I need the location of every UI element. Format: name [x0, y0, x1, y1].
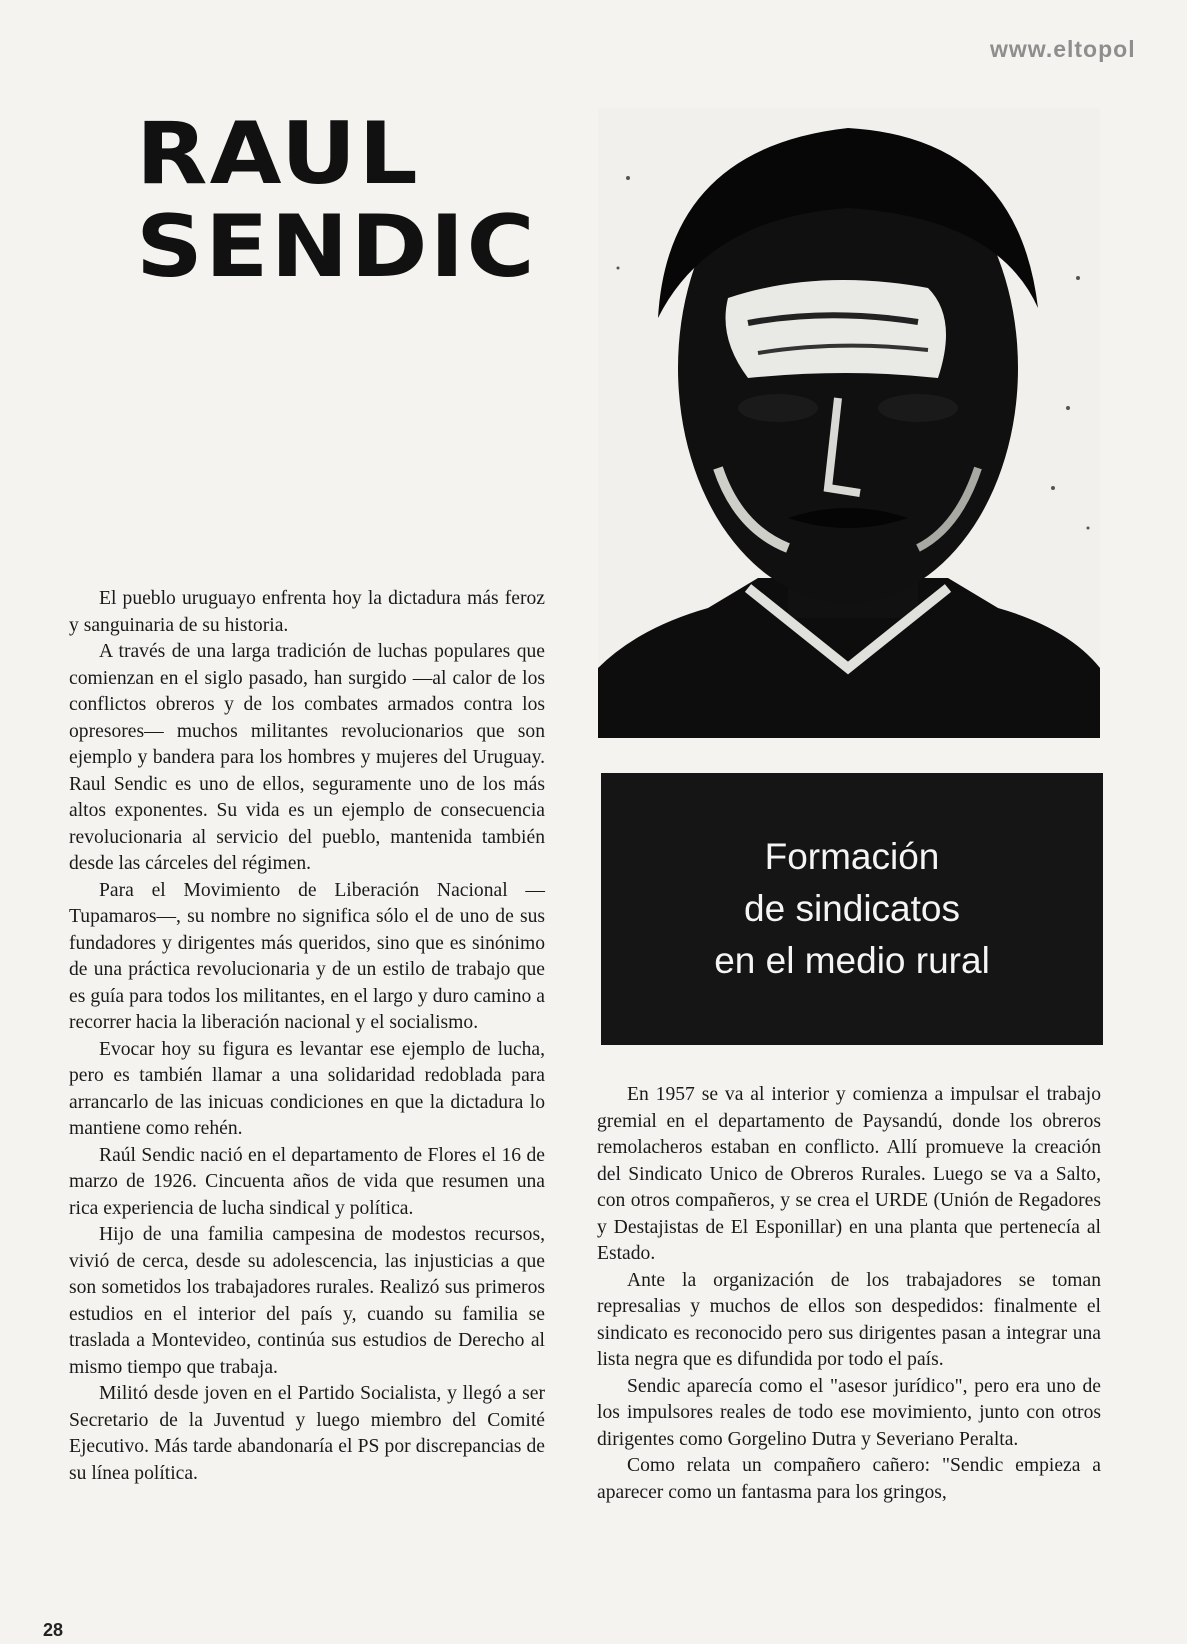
portrait-illustration: [598, 108, 1100, 738]
paragraph: Militó desde joven en el Partido Socialista, y llegó a ser Secretario de la Juventud y luego miembro del Comité Ejecutivo. Más tarde abandonaría el PS por discrepancias de su línea política.: [69, 1383, 545, 1484]
left-column: [69, 586, 545, 1487]
paragraph: Hijo de una familia campesina de modestos recursos, vivió de cerca, desde su adolescencia, las injusticias a que son sometidos los trabajadores rurales. Realizó sus primeros estudios en el interior del país y, cuando su familia se traslada a Montevideo, continúa sus estudios de Derecho al mismo tiempo que trabaja.: [69, 1224, 545, 1378]
section-heading-line-3: en el medio rural: [714, 940, 990, 981]
section-heading-box: [601, 773, 1103, 1045]
right-column: [597, 1082, 1101, 1506]
section-heading: [714, 831, 990, 987]
paragraph: Para el Movimiento de Liberación Nacional —Tupamaros—, su nombre no significa sólo el de uno de sus fundadores y dirigentes más queridos, sino que es sinónimo de una práctica revolucionaria y de un estilo de trabajo que es guía para todos los militantes, en el largo y duro camino a recorrer hacia la liberación nacional y el socialismo.: [69, 879, 545, 1033]
paragraph: Como relata un compañero cañero: "Sendic empieza a aparecer como un fantasma para los gringos,: [597, 1455, 1101, 1503]
watermark: www.eltopol: [990, 36, 1136, 62]
paragraph: Raúl Sendic nació en el departamento de Flores el 16 de marzo de 1926. Cincuenta años de vida que resumen una rica experiencia de lucha sindical y política.: [69, 1144, 545, 1219]
paragraph: En 1957 se va al interior y comienza a impulsar el trabajo gremial en el departamento de Paysandú, donde los obreros remolacheros estaban en conflicto. Allí promueve la creación del Sindicato Unico de Obreros Rurales. Luego se va a Salto, con otros compañeros, y se crea el URDE (Unión de Regadores y Destajistas de El Esponillar) en una planta que pertenecía al Estado.: [597, 1084, 1101, 1264]
section-heading-line-1: Formación: [764, 836, 940, 877]
article-title: [136, 104, 537, 297]
paragraph: A través de una larga tradición de luchas populares que comienzan en el siglo pasado, han surgido —al calor de los conflictos obreros y de los combates armados contra los opresores— muchos militantes revolucionarios que son ejemplo y bandera para los hombres y mujeres del Uruguay. Raul Sendic es uno de ellos, seguramente uno de los más altos exponentes. Su vida es un ejemplo de consecuencia revolucionaria al servicio del pueblo, mantenida también desde las cárceles del régimen.: [69, 641, 545, 874]
page-number: 28: [43, 1620, 64, 1640]
paragraph: El pueblo uruguayo enfrenta hoy la dictadura más feroz y sanguinaria de su historia.: [69, 588, 545, 636]
section-heading-line-2: de sindicatos: [744, 888, 960, 929]
paragraph: Sendic aparecía como el "asesor jurídico", pero era uno de los impulsores reales de todo ese movimiento, junto con otros dirigentes como Gorgelino Dutra y Severiano Peralta.: [597, 1375, 1101, 1450]
title-line-1: RAUL: [136, 104, 420, 204]
paragraph: Ante la organización de los trabajadores se toman represalias y muchos de ellos son despedidos: finalmente el sindicato es reconocido pero sus dirigentes pasan a integrar una lista negra que es difundida por todo el país.: [597, 1269, 1101, 1370]
portrait-photo: [598, 108, 1100, 738]
paragraph: Evocar hoy su figura es levantar ese ejemplo de lucha, pero es también llamar a una solidaridad redoblada para arrancarlo de las inicuas condiciones en que la dictadura lo mantiene como rehén.: [69, 1038, 545, 1139]
title-line-2: SENDIC: [136, 197, 537, 297]
